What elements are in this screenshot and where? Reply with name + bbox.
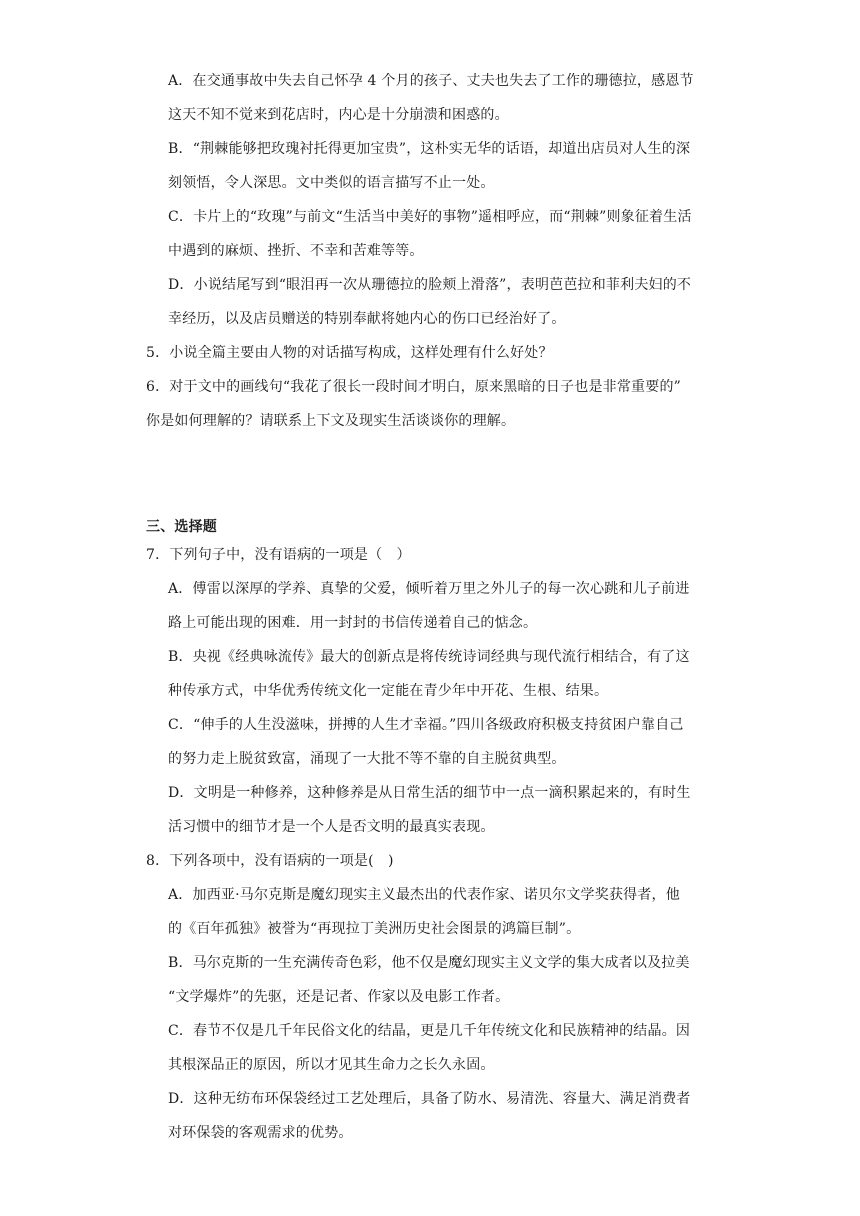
question-7-stem: 7．下列句子中，没有语病的一项是（ ） [146,547,411,563]
q8-option-b-line2: “文学爆炸”的先驱，还是记者、作家以及电影工作者。 [168,989,510,1005]
q8-option-a-line1: A．加西亚·马尔克斯是魔幻现实主义最杰出的代表作家、诺贝尔文学奖获得者，他 [168,887,680,903]
q8-option-d-line1: D．这种无纺布环保袋经过工艺处理后，具备了防水、易清洗、容量大、满足消费者 [168,1091,691,1107]
question-5: 5．小说全篇主要由人物的对话描写构成，这样处理有什么好处？ [146,345,553,361]
q4-option-d-line2: 幸经历，以及店员赠送的特别奉献将她内心的伤口已经治好了。 [168,311,566,327]
q7-option-c-line1: C．“伸手的人生没滋味，拼搏的人生才幸福。”四川各级政府积极支持贫困户靠自己 [168,717,684,733]
q4-option-d-line1: D．小说结尾写到“眼泪再一次从珊德拉的脸颊上滑落”，表明芭芭拉和菲利夫妇的不 [168,277,692,293]
q8-option-d-line2: 对环保袋的客观需求的优势。 [168,1125,353,1141]
q8-option-c-line2: 其根深品正的原因，所以才见其生命力之长久永固。 [168,1057,495,1073]
section-title: 三、选择题 [146,519,217,535]
q7-option-d-line2: 活习惯中的细节才是一个人是否文明的最真实表现。 [168,819,495,835]
q7-option-c-line2: 的努力走上脱贫致富，涌现了一大批不等不靠的自主脱贫典型。 [168,751,566,767]
q4-option-c-line2: 中遇到的麻烦、挫折、不幸和苦难等等。 [168,243,424,259]
q8-option-a-line2: 的《百年孤独》被誉为“再现拉丁美洲历史社会图景的鸿篇巨制”。 [168,921,581,937]
question-8-stem: 8．下列各项中，没有语病的一项是( ) [146,853,394,869]
q7-option-b-line1: B．央视《经典咏流传》最大的创新点是将传统诗词经典与现代流行相结合，有了这 [168,649,690,665]
q7-option-d-line1: D．文明是一种修养，这种修养是从日常生活的细节中一点一滴积累起来的，有时生 [168,785,691,801]
q4-option-a-line1: A．在交通事故中失去自己怀孕 4 个月的孩子、丈夫也失去了工作的珊德拉，感恩节 [168,73,694,89]
q8-option-b-line1: B．马尔克斯的一生充满传奇色彩，他不仅是魔幻现实主义文学的集大成者以及拉美 [168,955,690,971]
question-6-line1: 6．对于文中的画线句“我花了很长一段时间才明白，原来黑暗的日子也是非常重要的” [146,379,682,395]
q8-option-c-line1: C．春节不仅是几千年民俗文化的结晶，更是几千年传统文化和民族精神的结晶。因 [168,1023,691,1039]
q4-option-c-line1: C．卡片上的“玫瑰”与前文“生活当中美好的事物”遥相呼应，而“荆棘”则象征着生活 [168,209,692,225]
q7-option-a-line1: A．傅雷以深厚的学养、真挚的父爱，倾听着万里之外儿子的每一次心跳和儿子前进 [168,581,690,597]
q4-option-a-line2: 这天不知不觉来到花店时，内心是十分崩溃和困惑的。 [168,107,509,123]
q7-option-a-line2: 路上可能出现的困难．用一封封的书信传递着自己的惦念。 [168,615,538,631]
q7-option-b-line2: 种传承方式，中华优秀传统文化一定能在青少年中开花、生根、结果。 [168,683,609,699]
q4-option-b-line2: 刻领悟，令人深思。文中类似的语言描写不止一处。 [168,175,495,191]
question-6-line2: 你是如何理解的？请联系上下文及现实生活谈谈你的理解。 [146,413,516,429]
q4-option-b-line1: B．“荆棘能够把玫瑰衬托得更加宝贵”，这朴实无华的话语，却道出店员对人生的深 [168,141,691,157]
